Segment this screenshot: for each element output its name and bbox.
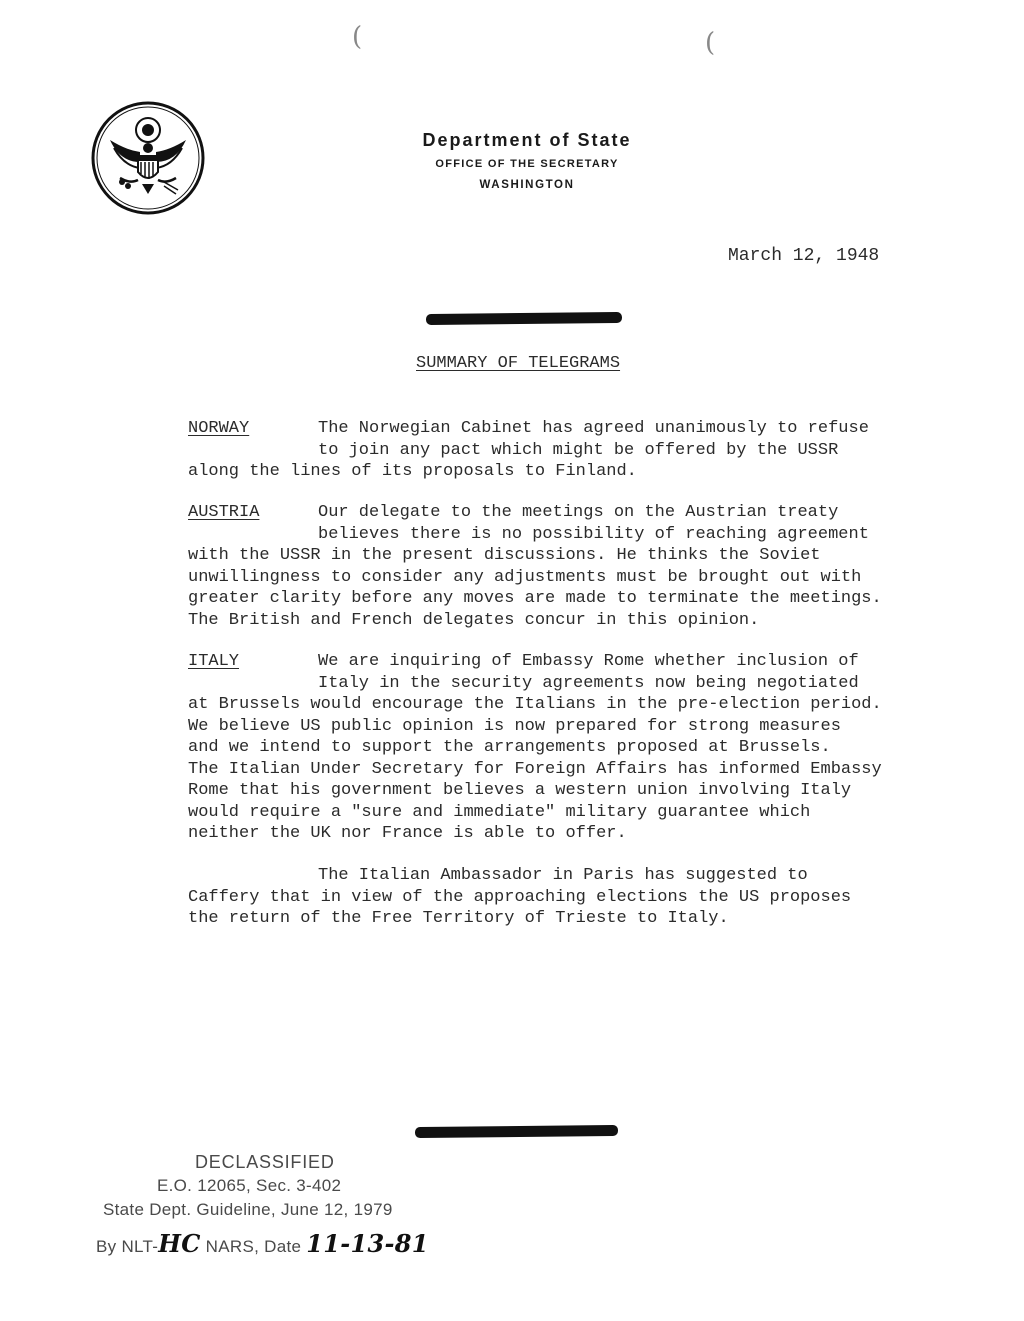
section-heading: ITALY [188,652,240,671]
stamp-guideline: State Dept. Guideline, June 12, 1979 [103,1200,393,1219]
document-date: March 12, 1948 [728,246,880,266]
paragraph-trieste [188,865,928,930]
handwritten-date: 11-13-81 [306,1229,429,1258]
text-line: along the lines of its proposals to Finland. [188,462,637,481]
text-line: at Brussels would encourage the Italians in the pre-election period. [188,695,882,714]
text-line: The Italian Under Secretary for Foreign Affairs has informed Embassy [188,759,882,779]
stamp-mid: NARS, Date [200,1237,307,1256]
text-line: The Norwegian Cabinet has agreed unanimously to refuse [318,419,869,438]
text-line: unwillingness to consider any adjustments must be brought out with [188,567,862,587]
section-heading: NORWAY [188,419,250,438]
text-line: Rome that his government believes a western union involving Italy [188,781,852,800]
section-italy [188,651,928,845]
section-austria [188,502,928,631]
text-line: Italy in the security agreements now being negotiated [318,673,859,693]
great-seal-icon [90,100,206,216]
text-line: We are inquiring of Embassy Rome whether inclusion of [318,652,859,671]
text-line: the return of the Free Territory of Trieste to Italy. [188,909,729,928]
section-norway [188,418,928,483]
letterhead [340,128,714,192]
text-line: to join any pact which might be offered by the USSR [318,440,839,460]
text-line: Our delegate to the meetings on the Austrian treaty [318,503,839,522]
stamp-prefix: By NLT- [96,1237,159,1256]
section-heading: AUSTRIA [188,503,260,522]
redaction-bar [415,1125,618,1138]
text-line: greater clarity before any moves are made to terminate the meetings. [188,589,882,608]
document-title: SUMMARY OF TELEGRAMS [416,354,621,373]
stray-mark: ( [352,22,363,52]
text-line: with the USSR in the present discussions. He thinks the Soviet [188,546,821,565]
city-name: WASHINGTON [479,179,575,191]
text-line: We believe US public opinion is now prepared for strong measures [188,716,841,736]
text-line: The Italian Ambassador in Paris has suggested to [318,866,808,885]
redaction-bar [426,312,622,325]
declassified-label: DECLASSIFIED [195,1152,335,1172]
handwritten-initials: HC [158,1229,201,1258]
office-name: OFFICE OF THE SECRETARY [435,158,619,170]
stray-mark: ( [705,28,716,58]
department-name: Department of State [422,130,632,150]
text-line: The British and French delegates concur in this opinion. [188,610,760,630]
text-line: would require a "sure and immediate" military guarantee which [188,802,811,822]
text-line: and we intend to support the arrangements proposed at Brussels. [188,738,831,757]
stamp-signoff [96,1229,429,1259]
text-line: believes there is no possibility of reaching agreement [318,524,869,544]
stamp-authority: E.O. 12065, Sec. 3-402 [157,1176,342,1195]
text-line: Caffery that in view of the approaching elections the US proposes [188,887,852,907]
text-line: neither the UK nor France is able to offer. [188,824,627,843]
